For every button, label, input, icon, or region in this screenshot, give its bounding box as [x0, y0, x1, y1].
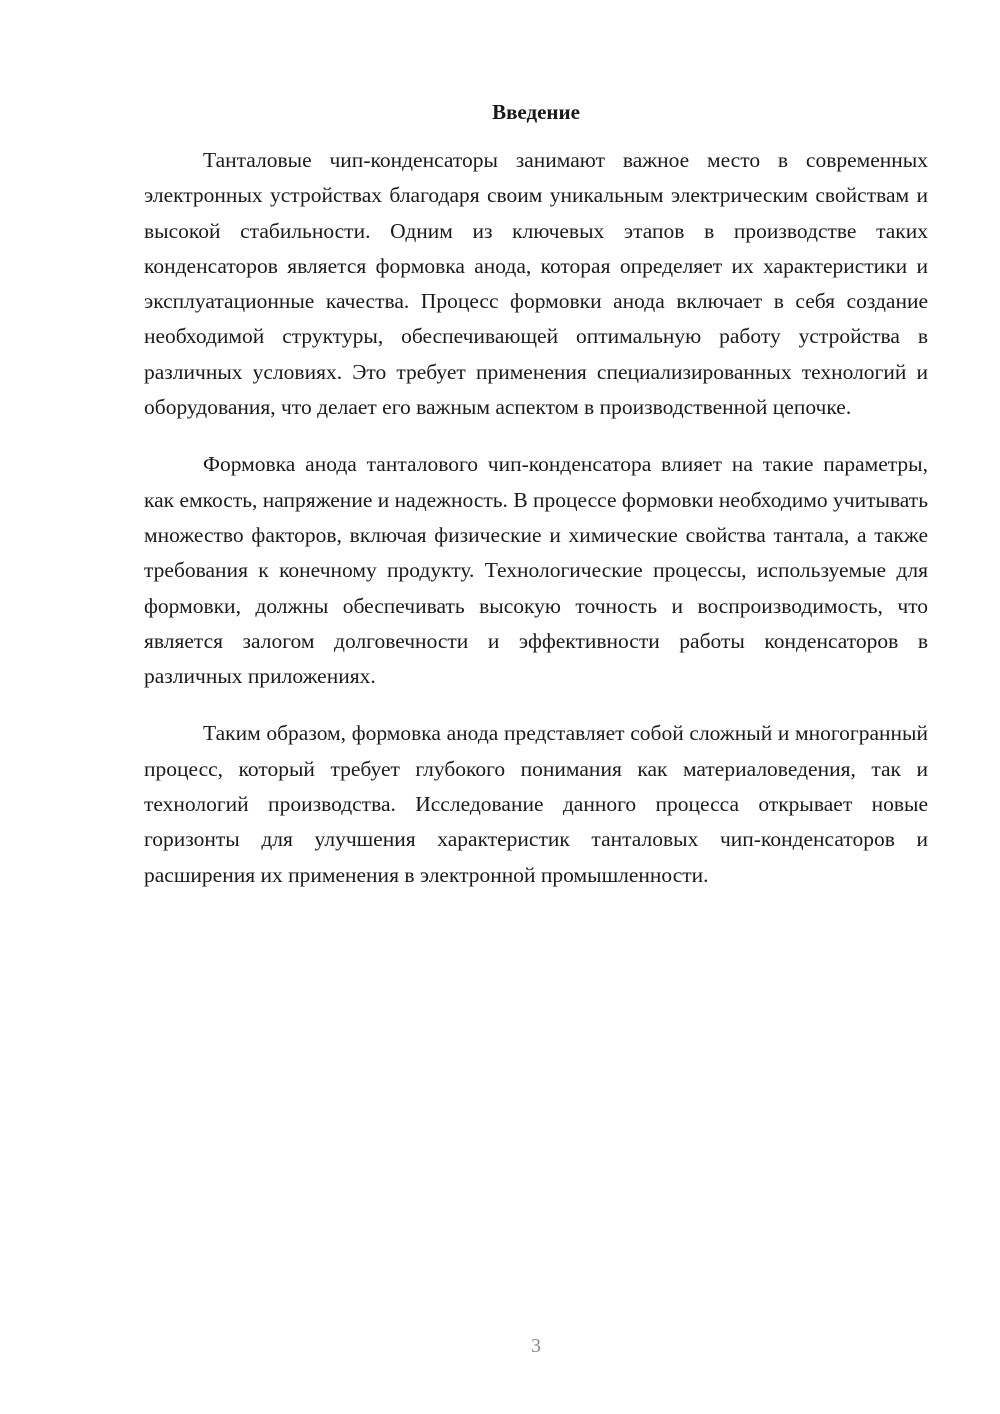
paragraph-2: Формовка анода танталового чип-конденсатора влияет на такие параметры, как емкость, напряжение и надежность. В процессе формовки необходимо учитывать множество факторов, включая физические и химические свойства тантала, а также требования к конечному продукту. Технологические процессы, используемые для формовки, должны обеспечивать высокую точность и воспроизводимость, что является залогом долговечности и эффективности работы конденсаторов в различных приложениях.: [144, 452, 928, 689]
paragraph-1: Танталовые чип-конденсаторы занимают важное место в современных электронных устройствах благодаря своим уникальным электрическим свойствам и высокой стабильности. Одним из ключевых этапов в производстве таких конденсаторов является формовка анода, которая определяет их характеристики и эксплуатационные качества. Процесс формовки анода включает в себя создание необходимой структуры, обеспечивающей оптимальную работу устройства в различных условиях. Это требует применения специализированных технологий и оборудования, что делает его важным аспектом в производственной цепочке.: [144, 148, 928, 420]
section-heading: Введение: [492, 100, 580, 124]
paragraph-3: Таким образом, формовка анода представляет собой сложный и многогранный процесс, который требует глубокого понимания как материаловедения, так и технологий производства. Исследование данного процесса открывает новые горизонты для улучшения характеристик танталовых чип-конденсаторов и расширения их применения в электронной промышленности.: [144, 721, 928, 887]
page-number: 3: [531, 1335, 541, 1357]
body-text: [144, 143, 928, 915]
